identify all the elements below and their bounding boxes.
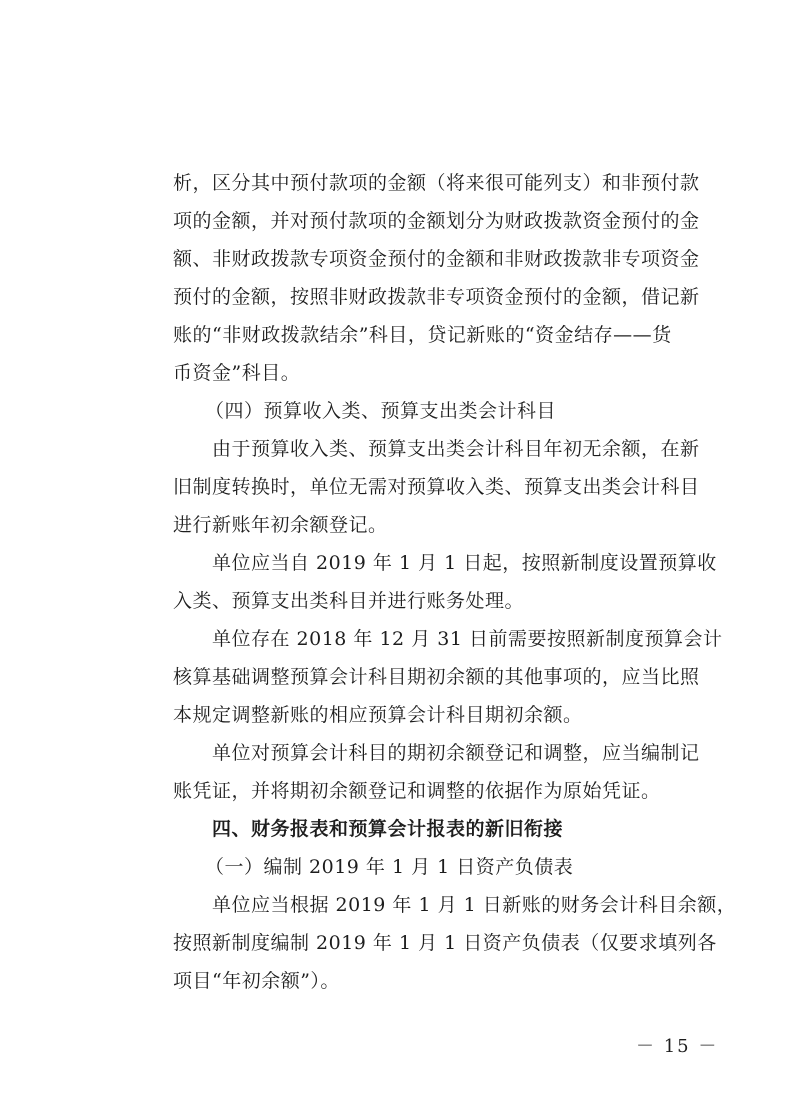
text-line: 核算基础调整预算会计科目期初余额的其他事项的，应当比照 <box>173 666 700 688</box>
paragraph-start: 由于预算收入类、预算支出类会计科目年初无余额，在新 <box>212 438 700 460</box>
text-line: 按照新制度编制 2019 年 1 月 1 日资产负债表（仅要求填列各 <box>173 932 717 954</box>
text-line: 账凭证，并将期初余额登记和调整的依据作为原始凭证。 <box>173 780 661 802</box>
text-line: 预付的金额，按照非财政拨款非专项资金预付的金额，借记新 <box>173 286 700 308</box>
text-line: 析，区分其中预付款项的金额（将来很可能列支）和非预付款 <box>173 172 700 194</box>
text-line: 币资金”科目。 <box>173 362 301 384</box>
paragraph-start: 单位应当自 2019 年 1 月 1 日起，按照新制度设置预算收 <box>212 552 717 574</box>
text-line: 旧制度转换时，单位无需对预算收入类、预算支出类会计科目 <box>173 476 700 498</box>
paragraph-start: 单位应当根据 2019 年 1 月 1 日新账的财务会计科目余额， <box>212 894 737 916</box>
section-heading: （一）编制 2019 年 1 月 1 日资产负债表 <box>205 856 574 878</box>
paragraph-start: 单位存在 2018 年 12 月 31 日前需要按照新制度预算会计 <box>212 628 723 650</box>
text-line: 账的“非财政拨款结余”科目，贷记新账的“资金结存——货 <box>173 324 672 346</box>
section-heading: （四）预算收入类、预算支出类会计科目 <box>205 400 557 422</box>
text-line: 本规定调整新账的相应预算会计科目期初余额。 <box>173 704 583 726</box>
text-line: 入类、预算支出类科目并进行账务处理。 <box>173 590 525 612</box>
paragraph-start: 单位对预算会计科目的期初余额登记和调整，应当编制记 <box>212 742 700 764</box>
text-line: 项的金额，并对预付款项的金额划分为财政拨款资金预付的金 <box>173 210 700 232</box>
text-line: 额、非财政拨款专项资金预付的金额和非财政拨款非专项资金 <box>173 248 700 270</box>
page-number: － 15 － <box>636 1036 719 1057</box>
text-line: 项目“年初余额”）。 <box>173 970 340 992</box>
text-line: 进行新账年初余额登记。 <box>173 514 388 536</box>
chapter-heading: 四、财务报表和预算会计报表的新旧衔接 <box>212 818 564 840</box>
